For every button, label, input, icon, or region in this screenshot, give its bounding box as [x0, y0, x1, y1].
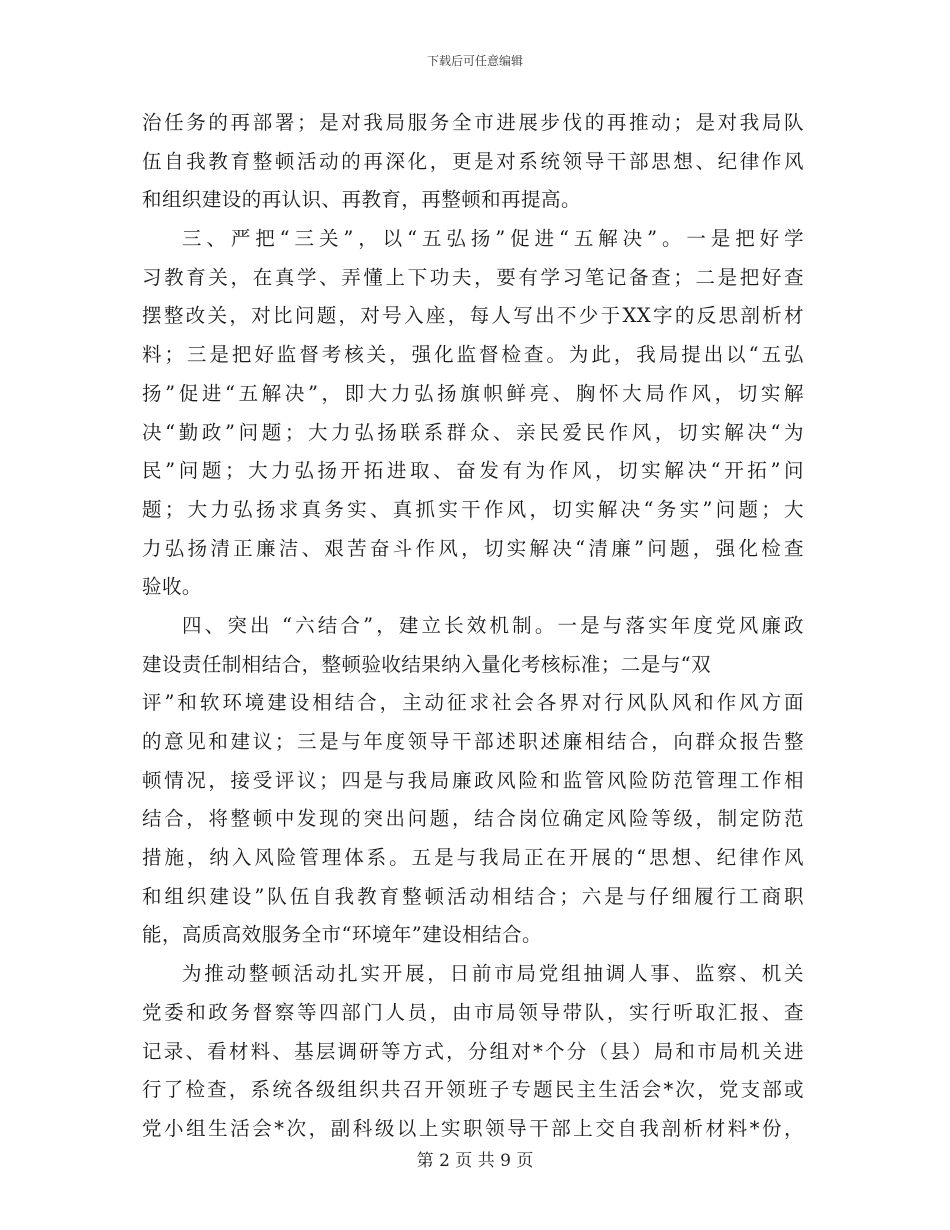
- text-line: 行了检查，系统各级组织共召开领班子专题民主生活会*次，党支部或: [142, 1078, 804, 1102]
- text-line: 顿情况，接受评议；四是与我局廉政风险和监管风险防范管理工作相: [142, 768, 804, 792]
- text-line: 记录、看材料、基层调研等方式，分组对*个分（县）局和市局机关进: [142, 1039, 804, 1063]
- text-line: 和组织建设”队伍自我教育整顿活动相结合；六是与仔细履行工商职: [142, 884, 804, 908]
- section-heading-line: 四、突出 “六结合”，建立长效机制。一是与落实年度党风廉政: [182, 613, 804, 637]
- text-line: 习教育关，在真学、弄懂上下功夫，要有学习笔记备查；二是把好查: [142, 265, 804, 289]
- document-body: [142, 104, 804, 1149]
- text-line: 能，高质高效服务全市“环境年”建设相结合。: [142, 923, 542, 947]
- text-line: 摆整改关，对比问题，对号入座，每人写出不少于XX字的反思剖析材: [142, 304, 804, 328]
- text-line: 结合，将整顿中发现的突出问题，结合岗位确定风险等级，制定防范: [142, 807, 804, 831]
- text-line: 的意见和建议；三是与年度领导干部述职述廉相结合，向群众报告整: [142, 730, 804, 753]
- text-line: 力弘扬清正廉洁、艰苦奋斗作风，切实解决“清廉”问题，强化检查: [142, 536, 804, 560]
- text-line: 扬”促进“五解决”，即大力弘扬旗帜鲜亮、胸怀大局作风，切实解: [142, 381, 804, 405]
- text-line: 措施，纳入风险管理体系。五是与我局正在开展的“思想、纪律作风: [142, 846, 804, 870]
- paragraph-start-line: 为推动整顿活动扎实开展，日前市局党组抽调人事、监察、机关: [182, 962, 804, 986]
- text-line: 伍自我教育整顿活动的再深化，更是对系统领导干部思想、纪律作风: [142, 149, 804, 173]
- header-note: 下载后可任意编辑: [426, 54, 523, 68]
- text-line: 治任务的再部署；是对我局服务全市进展步伐的再推动；是对我局队: [142, 111, 804, 134]
- text-line: 党委和政务督察等四部门人员，由市局领导带队，实行听取汇报、查: [142, 1000, 804, 1024]
- text-line: 料；三是把好监督考核关，强化监督检查。为此，我局提出以“五弘: [142, 343, 804, 367]
- page-number: 第 2 页 共 9 页: [416, 1151, 534, 1171]
- section-heading-line: 三、严把“三关”，以“五弘扬”促进“五解决”。一是把好学: [182, 227, 804, 251]
- text-line: 党小组生活会*次，副科级以上实职领导干部上交自我剖析材料*份，: [142, 1116, 804, 1140]
- text-line: 民”问题；大力弘扬开拓进取、奋发有为作风，切实解决“开拓”问: [142, 459, 804, 483]
- text-line: 和组织建设的再认识、再教育，再整顿和再提高。: [142, 188, 581, 212]
- text-line: 题；大力弘扬求真务实、真抓实干作风，切实解决“务实”问题；大: [142, 497, 804, 521]
- text-line: 建设责任制相结合，整顿验收结果纳入量化考核标准；二是与“双: [142, 652, 712, 676]
- text-line: 验收。: [142, 575, 202, 599]
- text-line: 评”和软环境建设相结合，主动征求社会各界对行风队风和作风方面: [142, 691, 804, 715]
- text-line: 决“勤政”问题；大力弘扬联系群众、亲民爱民作风，切实解决“为: [142, 420, 804, 444]
